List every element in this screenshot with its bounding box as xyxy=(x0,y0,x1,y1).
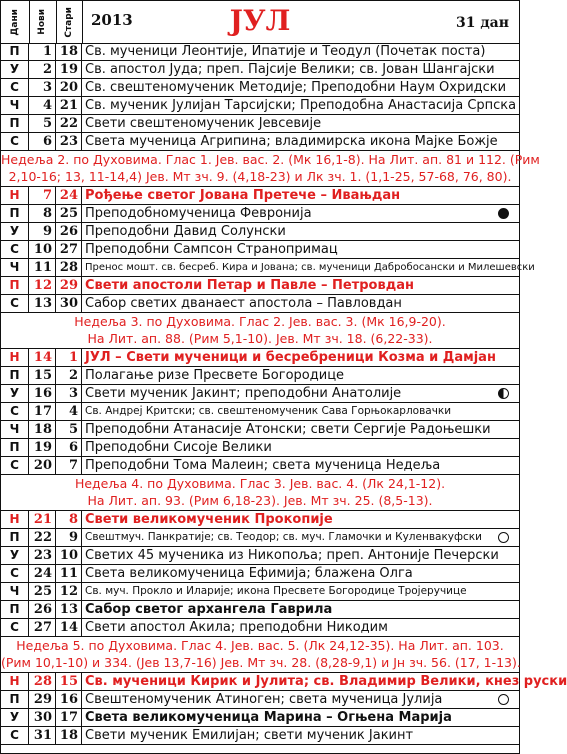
new-style-date: 26 xyxy=(29,601,56,618)
moon-phase-full-icon xyxy=(498,208,509,219)
old-style-date: 30 xyxy=(56,295,82,312)
weekday-cell: П xyxy=(1,367,29,384)
new-style-date: 14 xyxy=(29,349,56,366)
feast-description: Св. свештеномученик Методије; Преподобни Наум Охридски xyxy=(85,80,507,95)
day-row xyxy=(1,115,519,133)
day-row xyxy=(1,97,519,115)
feast-description: Преподобни Давид Солунски xyxy=(85,224,286,239)
old-style-date: 29 xyxy=(56,277,82,294)
new-style-date: 4 xyxy=(29,97,56,114)
old-style-date: 28 xyxy=(56,259,82,276)
weekday-cell: П xyxy=(1,439,29,456)
sunday-readings-note xyxy=(1,313,519,349)
day-row xyxy=(1,241,519,259)
reading-line: Недеља 2. по Духовима. Глас 1. Јев. вас. 2. (Мк 16,1-8). На Лит. ап. 81 и 112. (Рим xyxy=(1,152,540,167)
weekday-cell: П xyxy=(1,691,29,708)
weekday-cell: П xyxy=(1,277,29,294)
new-style-date: 5 xyxy=(29,115,56,132)
reading-line: Недеља 3. по Духовима. Глас 2. Јев. вас. 3. (Мк 16,9-20). xyxy=(74,314,446,329)
weekday-cell: С xyxy=(1,727,29,744)
sunday-readings-note xyxy=(1,637,519,673)
weekday-cell: Ч xyxy=(1,97,29,114)
day-row xyxy=(1,403,519,421)
new-style-date: 27 xyxy=(29,619,56,636)
reading-line: Недеља 4. по Духовима. Глас 3. Јев. вас. 4. (Лк 24,1-12). xyxy=(74,476,446,491)
weekday-cell: У xyxy=(1,223,29,240)
feast-description: Преподобни Сампсон Странопримац xyxy=(85,242,338,257)
day-row xyxy=(1,601,519,619)
old-style-date: 17 xyxy=(56,709,82,726)
feast-description: Рођење светог Јована Претече – Ивањдан xyxy=(85,188,401,203)
weekday-cell: П xyxy=(1,601,29,618)
old-style-date: 9 xyxy=(56,529,82,546)
old-style-date: 25 xyxy=(56,205,82,222)
new-style-date: 29 xyxy=(29,691,56,708)
new-style-date: 9 xyxy=(29,223,56,240)
old-style-date: 23 xyxy=(56,133,82,150)
day-row xyxy=(1,457,519,475)
weekday-column-label: Дани xyxy=(9,8,20,36)
new-style-date: 16 xyxy=(29,385,56,402)
reading-line: 2,10-16; 13, 11-14,4) Јев. Мт зч. 9. (4,18-23) и Лк зч. 1. (1,1-25, 57-68, 76, 80). xyxy=(8,169,512,184)
feast-description: Пренос мошт. св. бесреб. Кира и Јована; св. мученици Дабробосански и Милешевски xyxy=(85,262,535,273)
day-row xyxy=(1,691,519,709)
feast-description: Св. мученици Леонтије, Ипатије и Теодул (Почетак поста) xyxy=(85,44,486,59)
new-style-date: 30 xyxy=(29,709,56,726)
feast-description: Свети мученик Емилијан; свети мученик Јакинт xyxy=(85,728,414,743)
day-row xyxy=(1,133,519,151)
moon-phase-new-icon xyxy=(498,694,509,705)
old-style-date: 5 xyxy=(56,421,82,438)
weekday-cell: С xyxy=(1,457,29,474)
weekday-cell: С xyxy=(1,295,29,312)
new-style-date: 25 xyxy=(29,583,56,600)
old-style-date: 19 xyxy=(56,61,82,78)
reading-line: На Лит. ап. 88. (Рим 5,1-10). Јев. Мт зч. 18. (6,22-33). xyxy=(87,331,433,346)
weekday-cell: Ч xyxy=(1,259,29,276)
reading-line: На Лит. ап. 93. (Рим 6,18-23). Јев. Мт зч. 25. (8,5-13). xyxy=(87,493,433,508)
day-row xyxy=(1,727,519,745)
new-style-date: 7 xyxy=(29,187,56,204)
day-row xyxy=(1,583,519,601)
weekday-cell: С xyxy=(1,133,29,150)
new-style-date: 20 xyxy=(29,457,56,474)
feast-description: Св. мученици Кирик и Јулита; св. Владимир Велики, кнез руски xyxy=(85,674,567,689)
old-style-column-label: Стари xyxy=(63,6,74,38)
feast-description: Преподобни Тома Малеин; света мученица Недеља xyxy=(85,458,441,473)
day-row xyxy=(1,349,519,367)
new-style-date: 21 xyxy=(29,511,56,528)
day-row xyxy=(1,367,519,385)
feast-description: Света великомученица Марина – Огњена Марија xyxy=(85,710,452,725)
day-row xyxy=(1,385,519,403)
old-style-date: 3 xyxy=(56,385,82,402)
day-row xyxy=(1,547,519,565)
weekday-cell: П xyxy=(1,43,29,60)
new-style-date: 24 xyxy=(29,565,56,582)
feast-description: Свети апостоли Петар и Павле – Петровдан xyxy=(85,278,414,293)
feast-description: Преподобни Атанасије Атонски; свети Сергије Радоњешки xyxy=(85,422,491,437)
feast-description: Преподобни Сисоје Велики xyxy=(85,440,272,455)
feast-description: Свети мученик Јакинт; преподобни Анатолије xyxy=(85,386,402,401)
new-style-date: 8 xyxy=(29,205,56,222)
day-row xyxy=(1,277,519,295)
new-style-date: 1 xyxy=(29,43,56,60)
old-style-date: 15 xyxy=(56,673,82,690)
feast-description: Света великомученица Ефимија; блажена Олга xyxy=(85,566,413,581)
feast-description: Свештеномученик Атиноген; света мученица Јулија xyxy=(85,692,443,707)
new-style-date: 28 xyxy=(29,673,56,690)
feast-description: Свети великомученик Прокопије xyxy=(85,512,333,527)
new-style-date: 17 xyxy=(29,403,56,420)
weekday-cell: Н xyxy=(1,349,29,366)
old-style-date: 26 xyxy=(56,223,82,240)
feast-description: Сабор светог архангела Гаврила xyxy=(85,602,333,617)
old-style-date: 2 xyxy=(56,367,82,384)
feast-description: Св. муч. Прокло и Иларије; икона Пресвете Богородице Тројеручице xyxy=(85,585,467,597)
day-row xyxy=(1,43,519,61)
feast-description: Полагање ризе Пресвете Богородице xyxy=(85,368,345,383)
old-style-date: 6 xyxy=(56,439,82,456)
feast-description: Свети свештеномученик Јевсевије xyxy=(85,116,322,131)
new-style-date: 11 xyxy=(29,259,56,276)
days-count: 31 дан xyxy=(455,15,509,31)
weekday-cell: С xyxy=(1,403,29,420)
day-row xyxy=(1,511,519,529)
new-style-date: 22 xyxy=(29,529,56,546)
day-row xyxy=(1,421,519,439)
new-style-column-label: Нови xyxy=(37,9,47,35)
new-style-date: 13 xyxy=(29,295,56,312)
weekday-cell: У xyxy=(1,709,29,726)
weekday-cell: У xyxy=(1,385,29,402)
day-row xyxy=(1,205,519,223)
weekday-cell: Н xyxy=(1,673,29,690)
new-style-date: 31 xyxy=(29,727,56,744)
day-row xyxy=(1,619,519,637)
old-style-date: 13 xyxy=(56,601,82,618)
feast-description: Св. Андреј Критски; св. свештеномученик Сава Горњокарловачки xyxy=(85,405,452,417)
new-style-date: 2 xyxy=(29,61,56,78)
feast-description: Света мученица Агрипина; владимирска икона Мајке Божје xyxy=(85,134,498,149)
day-row xyxy=(1,439,519,457)
new-style-date: 3 xyxy=(29,79,56,96)
day-row xyxy=(1,259,535,277)
weekday-cell: Н xyxy=(1,511,29,528)
old-style-date: 8 xyxy=(56,511,82,528)
feast-description: Свештмуч. Панкратије; св. Теодор; св. муч. Гламочки и Куленвакуфски xyxy=(85,531,482,543)
sunday-readings-note xyxy=(1,151,540,187)
old-style-date: 11 xyxy=(56,565,82,582)
weekday-cell: У xyxy=(1,61,29,78)
weekday-cell: С xyxy=(1,619,29,636)
month-title: ЈУЛ xyxy=(229,4,291,37)
weekday-cell: Ч xyxy=(1,583,29,600)
weekday-cell: С xyxy=(1,79,29,96)
weekday-cell: Ч xyxy=(1,421,29,438)
sunday-readings-note xyxy=(1,475,519,511)
new-style-date: 12 xyxy=(29,277,56,294)
old-style-date: 10 xyxy=(56,547,82,564)
feast-description: Светих 45 мученика из Никопоља; преп. Антоније Печерски xyxy=(85,548,499,563)
day-row xyxy=(1,187,519,205)
new-style-date: 10 xyxy=(29,241,56,258)
old-style-date: 16 xyxy=(56,691,82,708)
old-style-date: 27 xyxy=(56,241,82,258)
day-row xyxy=(1,565,519,583)
old-style-date: 24 xyxy=(56,187,82,204)
weekday-cell: Н xyxy=(1,187,29,204)
old-style-date: 1 xyxy=(56,349,82,366)
new-style-date: 19 xyxy=(29,439,56,456)
old-style-date: 20 xyxy=(56,79,82,96)
reading-line: Недеља 5. по Духовима. Глас 4. Јев. вас. 5. (Лк 24,12-35). На Лит. ап. 103. xyxy=(16,638,504,653)
new-style-date: 18 xyxy=(29,421,56,438)
day-row xyxy=(1,295,519,313)
day-row xyxy=(1,709,519,727)
old-style-date: 22 xyxy=(56,115,82,132)
day-row xyxy=(1,61,519,79)
feast-description: Св. апостол Јуда; преп. Пајсије Велики; св. Јован Шангајски xyxy=(85,62,495,77)
weekday-cell: С xyxy=(1,241,29,258)
old-style-date: 7 xyxy=(56,457,82,474)
old-style-date: 14 xyxy=(56,619,82,636)
reading-line: (Рим 10,1-10) и 334. (Јев 13,7-16) Јев. Мт зч. 28. (8,28-9,1) и Јн зч. 56. (17, 1-13). xyxy=(1,655,521,670)
feast-description: ЈУЛ – Свети мученици и бесребреници Козма и Дамјан xyxy=(85,350,496,365)
day-row xyxy=(1,529,519,547)
calendar-header xyxy=(1,1,519,44)
feast-description: Св. мученик Јулијан Тарсијски; Преподобна Анастасија Српска xyxy=(85,98,517,113)
feast-description: Сабор светих дванаест апостола – Павловдан xyxy=(85,296,402,311)
weekday-cell: П xyxy=(1,529,29,546)
weekday-cell: П xyxy=(1,115,29,132)
day-row xyxy=(1,673,567,691)
day-row xyxy=(1,223,519,241)
feast-description: Свети апостол Акила; преподобни Никодим xyxy=(85,620,388,635)
old-style-date: 18 xyxy=(56,727,82,744)
old-style-date: 12 xyxy=(56,583,82,600)
new-style-date: 23 xyxy=(29,547,56,564)
day-row xyxy=(1,79,519,97)
old-style-date: 21 xyxy=(56,97,82,114)
moon-phase-new-icon xyxy=(498,532,509,543)
weekday-cell: С xyxy=(1,565,29,582)
weekday-cell: У xyxy=(1,547,29,564)
weekday-cell: П xyxy=(1,205,29,222)
moon-phase-half-icon xyxy=(498,388,509,399)
year-label: 2013 xyxy=(91,11,133,29)
old-style-date: 18 xyxy=(56,43,82,60)
old-style-date: 4 xyxy=(56,403,82,420)
feast-description: Преподобномученица Февронија xyxy=(85,206,312,221)
new-style-date: 15 xyxy=(29,367,56,384)
new-style-date: 6 xyxy=(29,133,56,150)
